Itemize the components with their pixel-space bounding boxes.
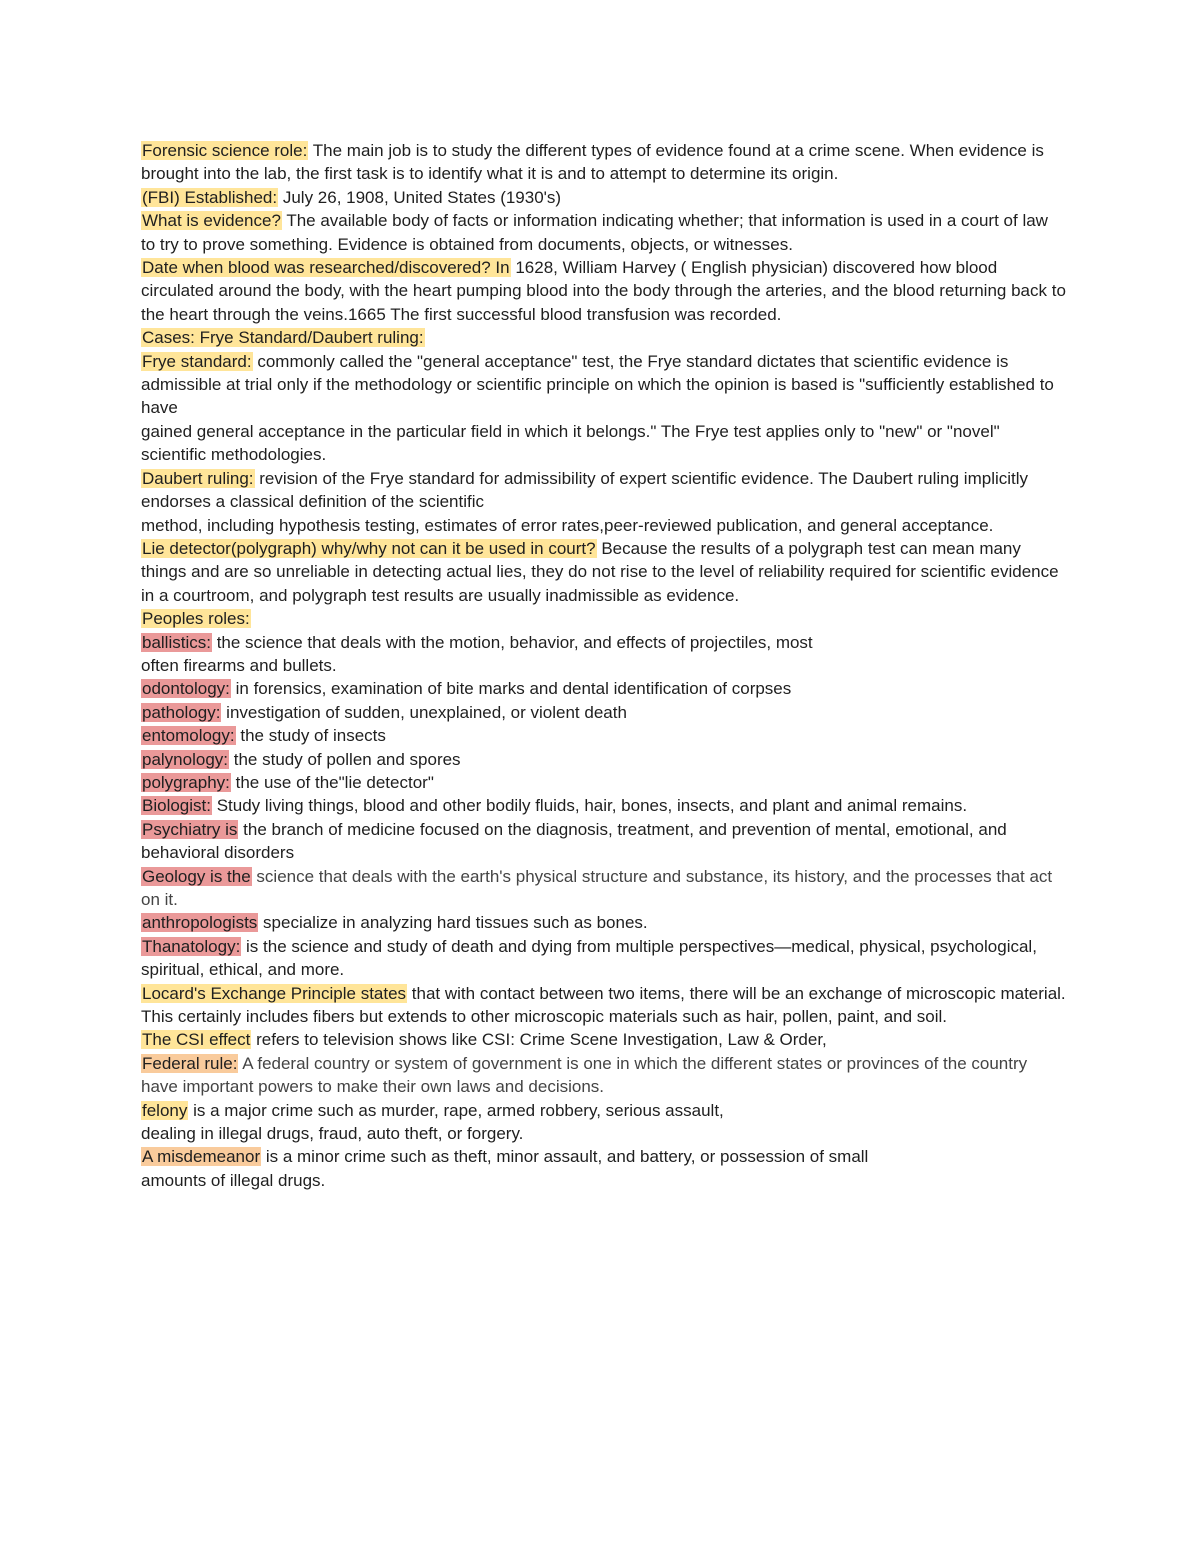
- highlighted-term: polygraphy:: [142, 772, 230, 792]
- highlighted-term: Psychiatry is: [142, 819, 238, 839]
- paragraph-text: is a minor crime such as theft, minor assault, and battery, or possession of small: [261, 1147, 869, 1167]
- paragraph-text: that with contact between two items, there will be an exchange of microscopic material. This certainly includes fibers but extends to other microscopic materials such as hair, pollen, paint, and soil.: [141, 983, 1066, 1027]
- paragraph-text: gained general acceptance in the particular field in which it belongs." The Frye test applies only to "new" or "novel" scientific methodologies.: [141, 421, 1000, 465]
- paragraph-thanatology: [141, 935, 1066, 982]
- paragraph-text: the science that deals with the motion, behavior, and effects of projectiles, most: [211, 632, 813, 652]
- highlighted-term: Locard's Exchange Principle states: [142, 983, 407, 1003]
- highlighted-term: anthropologists: [142, 913, 258, 933]
- paragraph-lie-detector: [141, 537, 1066, 607]
- paragraph-text: the study of pollen and spores: [229, 749, 461, 769]
- highlighted-term: felony: [142, 1100, 188, 1120]
- paragraph-felony-continued: [141, 1122, 1066, 1145]
- paragraph-text: science that deals with the earth's physical structure and substance, its history, and the processes that act on it.: [141, 866, 1053, 909]
- paragraph-text: The available body of facts or information indicating whether; that information is used in a court of law to try to prove something. Evidence is obtained from documents, objects, or witnesses.: [141, 211, 1048, 254]
- paragraph-frye-continued: [141, 420, 1066, 467]
- paragraph-geology: [141, 865, 1066, 912]
- highlighted-term: palynology:: [142, 749, 229, 769]
- paragraph-text: A federal country or system of government is one in which the different states or provinces of the country have important powers to make their own laws and decisions.: [141, 1053, 1028, 1097]
- paragraph-entomology: [141, 724, 1066, 747]
- highlighted-term: The CSI effect: [142, 1030, 251, 1050]
- paragraph-felony: [141, 1099, 1066, 1122]
- paragraph-misdemeanor: [141, 1145, 1066, 1168]
- paragraph-fbi-established: [141, 186, 1066, 209]
- paragraph-text: the study of insects: [235, 726, 386, 746]
- paragraph-daubert-continued: [141, 514, 1066, 537]
- paragraph-text: commonly called the "general acceptance" test, the Frye standard dictates that scientific evidence is admissible at trial only if the methodology or scientific principle on which the opinion is based is "sufficiently established to have: [141, 351, 1054, 418]
- highlighted-term: Biologist:: [142, 796, 211, 816]
- paragraph-text: in forensics, examination of bite marks and dental identification of corpses: [230, 679, 792, 699]
- highlighted-term: entomology:: [142, 726, 235, 746]
- highlighted-term: Frye standard:: [142, 351, 252, 371]
- paragraph-odontology: [141, 677, 1066, 700]
- paragraph-text: often firearms and bullets.: [141, 655, 337, 675]
- paragraph-misdemeanor-continued: [141, 1169, 1066, 1192]
- highlighted-term: Federal rule:: [142, 1053, 238, 1073]
- highlighted-term: Daubert ruling:: [142, 468, 254, 488]
- paragraph-forensic-science-role: [141, 139, 1066, 186]
- highlighted-term: Peoples roles:: [142, 609, 250, 629]
- paragraph-pathology: [141, 701, 1066, 724]
- paragraph-text: investigation of sudden, unexplained, or violent death: [221, 702, 627, 722]
- paragraph-federal-rule: [141, 1052, 1066, 1099]
- highlighted-term: What is evidence?: [142, 211, 281, 231]
- document-body: [141, 139, 1066, 1192]
- paragraph-ballistics-continued: [141, 654, 1066, 677]
- highlighted-term: Forensic science role:: [142, 141, 308, 160]
- paragraph-locard: [141, 982, 1066, 1029]
- paragraph-text: the use of the"lie detector": [230, 772, 434, 792]
- paragraph-text: is the science and study of death and dying from multiple perspectives—medical, physical, psychological, spiritual, ethical, and more.: [141, 936, 1037, 980]
- paragraph-text: July 26, 1908, United States (1930's): [278, 187, 562, 207]
- paragraph-text: 1628, William Harvey ( English physician) discovered how blood circulated around the body, with the heart pumping blood into the body through the arteries, and the blood returning back to the heart through the veins.1665 The first successful blood transfusion was recorded.: [141, 258, 1066, 324]
- paragraph-cases-heading: [141, 326, 1066, 349]
- paragraph-ballistics: [141, 631, 1066, 654]
- paragraph-daubert-ruling: [141, 467, 1066, 514]
- paragraph-text: The main job is to study the different types of evidence found at a crime scene. When evidence is brought into the lab, the first task is to identify what it is and to attempt to determine its origin.: [141, 141, 1044, 184]
- highlighted-term: ballistics:: [142, 632, 211, 652]
- paragraph-psychiatry: [141, 818, 1066, 865]
- paragraph-anthropologists: [141, 911, 1066, 934]
- highlighted-term: Date when blood was researched/discovered? In: [142, 258, 510, 278]
- highlighted-term: Thanatology:: [142, 936, 241, 956]
- highlighted-term: Cases: Frye Standard/Daubert ruling:: [142, 328, 424, 348]
- paragraph-text: refers to television shows like CSI: Crime Scene Investigation, Law & Order,: [251, 1030, 827, 1050]
- paragraph-palynology: [141, 748, 1066, 771]
- highlighted-term: odontology:: [142, 679, 230, 699]
- paragraph-text: revision of the Frye standard for admissibility of expert scientific evidence. The Daubert ruling implicitly endorses a classical definition of the scientific: [141, 468, 1029, 512]
- paragraph-text: specialize in analyzing hard tissues such as bones.: [258, 913, 648, 933]
- paragraph-text: method, including hypothesis testing, estimates of error rates,peer-reviewed publication, and general acceptance.: [141, 515, 994, 535]
- highlighted-term: A misdemeanor: [142, 1147, 261, 1167]
- paragraph-text: Because the results of a polygraph test can mean many things and are so unreliable in detecting actual lies, they do not rise to the level of reliability required for scientific evidence in a courtroom, and polygraph test results are usually inadmissible as evidence.: [141, 538, 1059, 605]
- paragraph-text: the branch of medicine focused on the diagnosis, treatment, and prevention of mental, emotional, and behavioral disorders: [141, 819, 1007, 863]
- highlighted-term: pathology:: [142, 702, 221, 722]
- paragraph-polygraphy: [141, 771, 1066, 794]
- paragraph-text: dealing in illegal drugs, fraud, auto theft, or forgery.: [141, 1124, 524, 1144]
- paragraph-blood-discovery: [141, 256, 1066, 326]
- paragraph-text: Study living things, blood and other bodily fluids, hair, bones, insects, and plant and animal remains.: [211, 796, 968, 816]
- paragraph-what-is-evidence: [141, 209, 1066, 256]
- paragraph-text: amounts of illegal drugs.: [141, 1170, 326, 1190]
- highlighted-term: Lie detector(polygraph) why/why not can it be used in court?: [142, 538, 596, 558]
- paragraph-biologist: [141, 794, 1066, 817]
- paragraph-peoples-roles: [141, 607, 1066, 630]
- highlighted-term: Geology is the: [142, 866, 251, 886]
- paragraph-csi-effect: [141, 1028, 1066, 1051]
- paragraph-frye-standard: [141, 350, 1066, 420]
- highlighted-term: (FBI) Established:: [142, 187, 278, 207]
- paragraph-text: is a major crime such as murder, rape, armed robbery, serious assault,: [188, 1100, 724, 1120]
